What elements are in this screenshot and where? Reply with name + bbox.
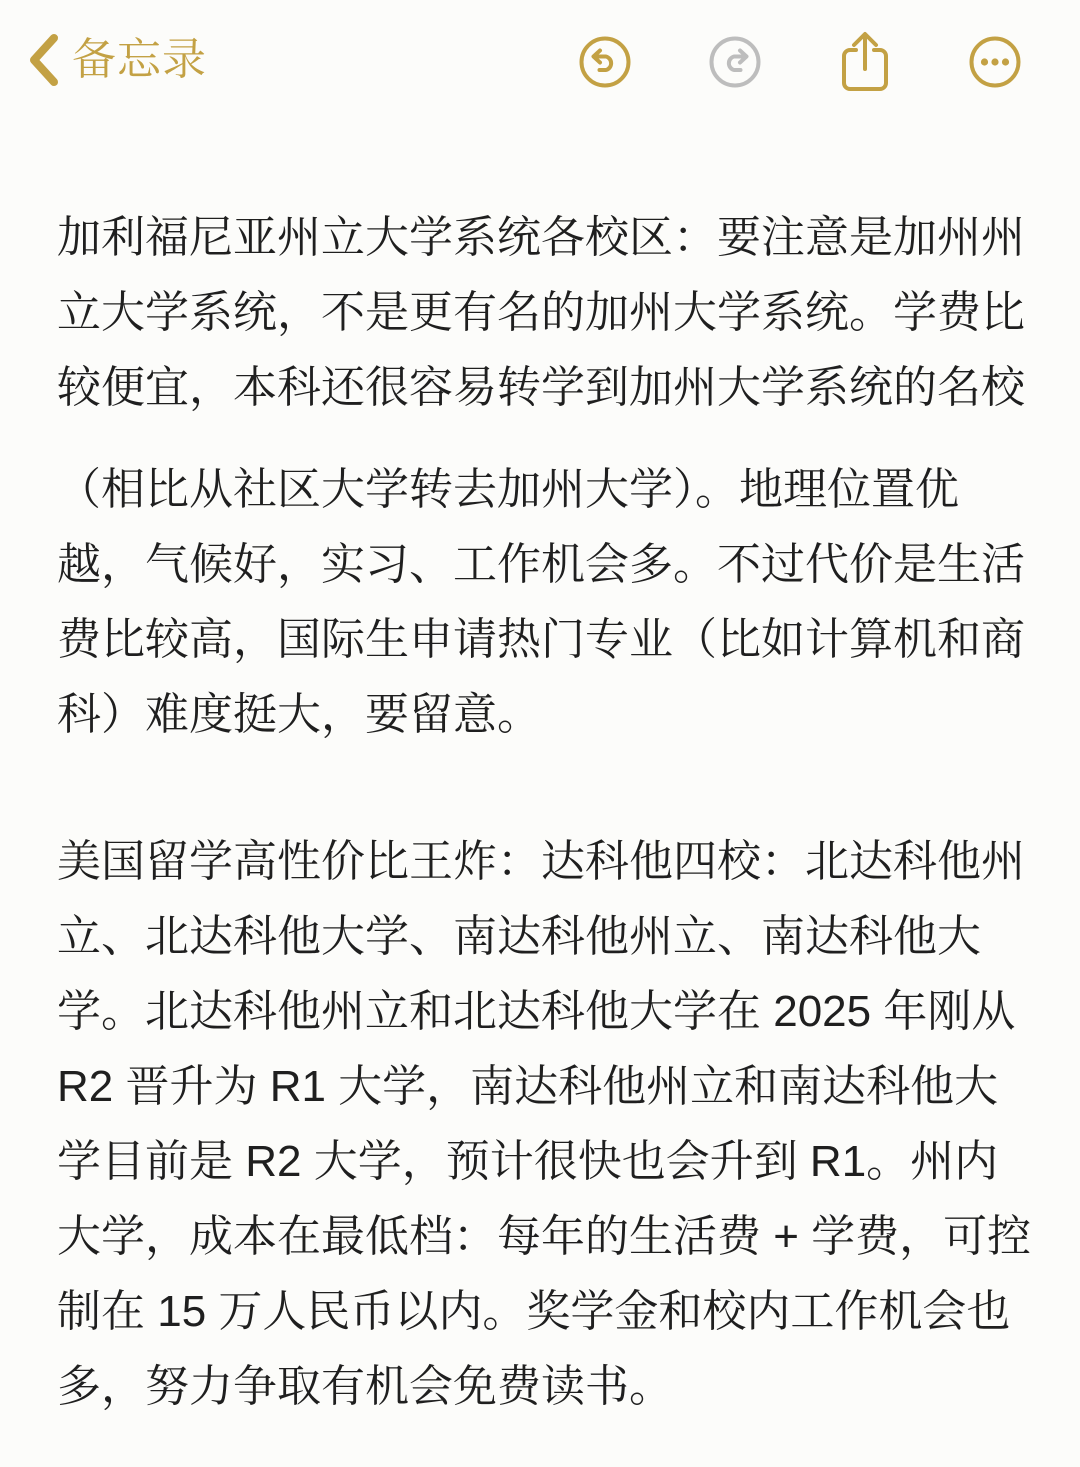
note-body[interactable] [57, 200, 1032, 1424]
note-line: 科）难度挺大，要留意。 [57, 690, 541, 739]
note-paragraph [57, 452, 1029, 752]
note-line: 大学，成本在最低档：每年的生活费 + 学费，可控 [57, 1212, 1032, 1261]
note-line: 学目前是 R2 大学，预计很快也会升到 R1。州内 [57, 1137, 999, 1186]
note-paragraph [57, 200, 1029, 425]
nav-bar [0, 0, 1080, 130]
undo-button[interactable] [578, 30, 632, 96]
note-line: 多，努力争取有机会免费读书。 [57, 1362, 673, 1411]
note-line: 制在 15 万人民币以内。奖学金和校内工作机会也 [57, 1287, 1011, 1336]
nav-toolbar [578, 30, 1022, 96]
share-button[interactable] [838, 30, 892, 96]
chevron-left-icon [26, 31, 60, 89]
note-line: 学。北达科他州立和北达科他大学在 2025 年刚从 [57, 987, 1016, 1036]
note-line: 美国留学高性价比王炸：达科他四校：北达科他州 [57, 837, 1025, 886]
more-button[interactable] [968, 30, 1022, 96]
note-line: 越，气候好，实习、工作机会多。不过代价是生活 [57, 540, 1025, 589]
note-line: R2 晋升为 R1 大学，南达科他州立和南达科他大 [57, 1062, 999, 1111]
note-line: 立、北达科他大学、南达科他州立、南达科他大 [57, 912, 981, 961]
share-square-arrow-up-icon [838, 29, 892, 98]
note-line: 费比较高，国际生申请热门专业（比如计算机和商 [57, 615, 1025, 664]
back-label: 备忘录 [72, 35, 207, 84]
note-paragraph [57, 824, 1032, 1424]
note-line: 较便宜，本科还很容易转学到加州大学系统的名校 [57, 363, 1025, 412]
redo-button[interactable] [708, 30, 762, 96]
note-line: 立大学系统，不是更有名的加州大学系统。学费比 [57, 288, 1025, 337]
note-line: 加利福尼亚州立大学系统各校区：要注意是加州州 [57, 213, 1025, 262]
undo-arrow-circle-icon [578, 35, 632, 92]
ellipsis-circle-icon [968, 35, 1022, 92]
redo-arrow-circle-icon [708, 35, 762, 92]
back-button[interactable] [26, 28, 207, 92]
note-line: （相比从社区大学转去加州大学）。地理位置优 [57, 465, 959, 514]
